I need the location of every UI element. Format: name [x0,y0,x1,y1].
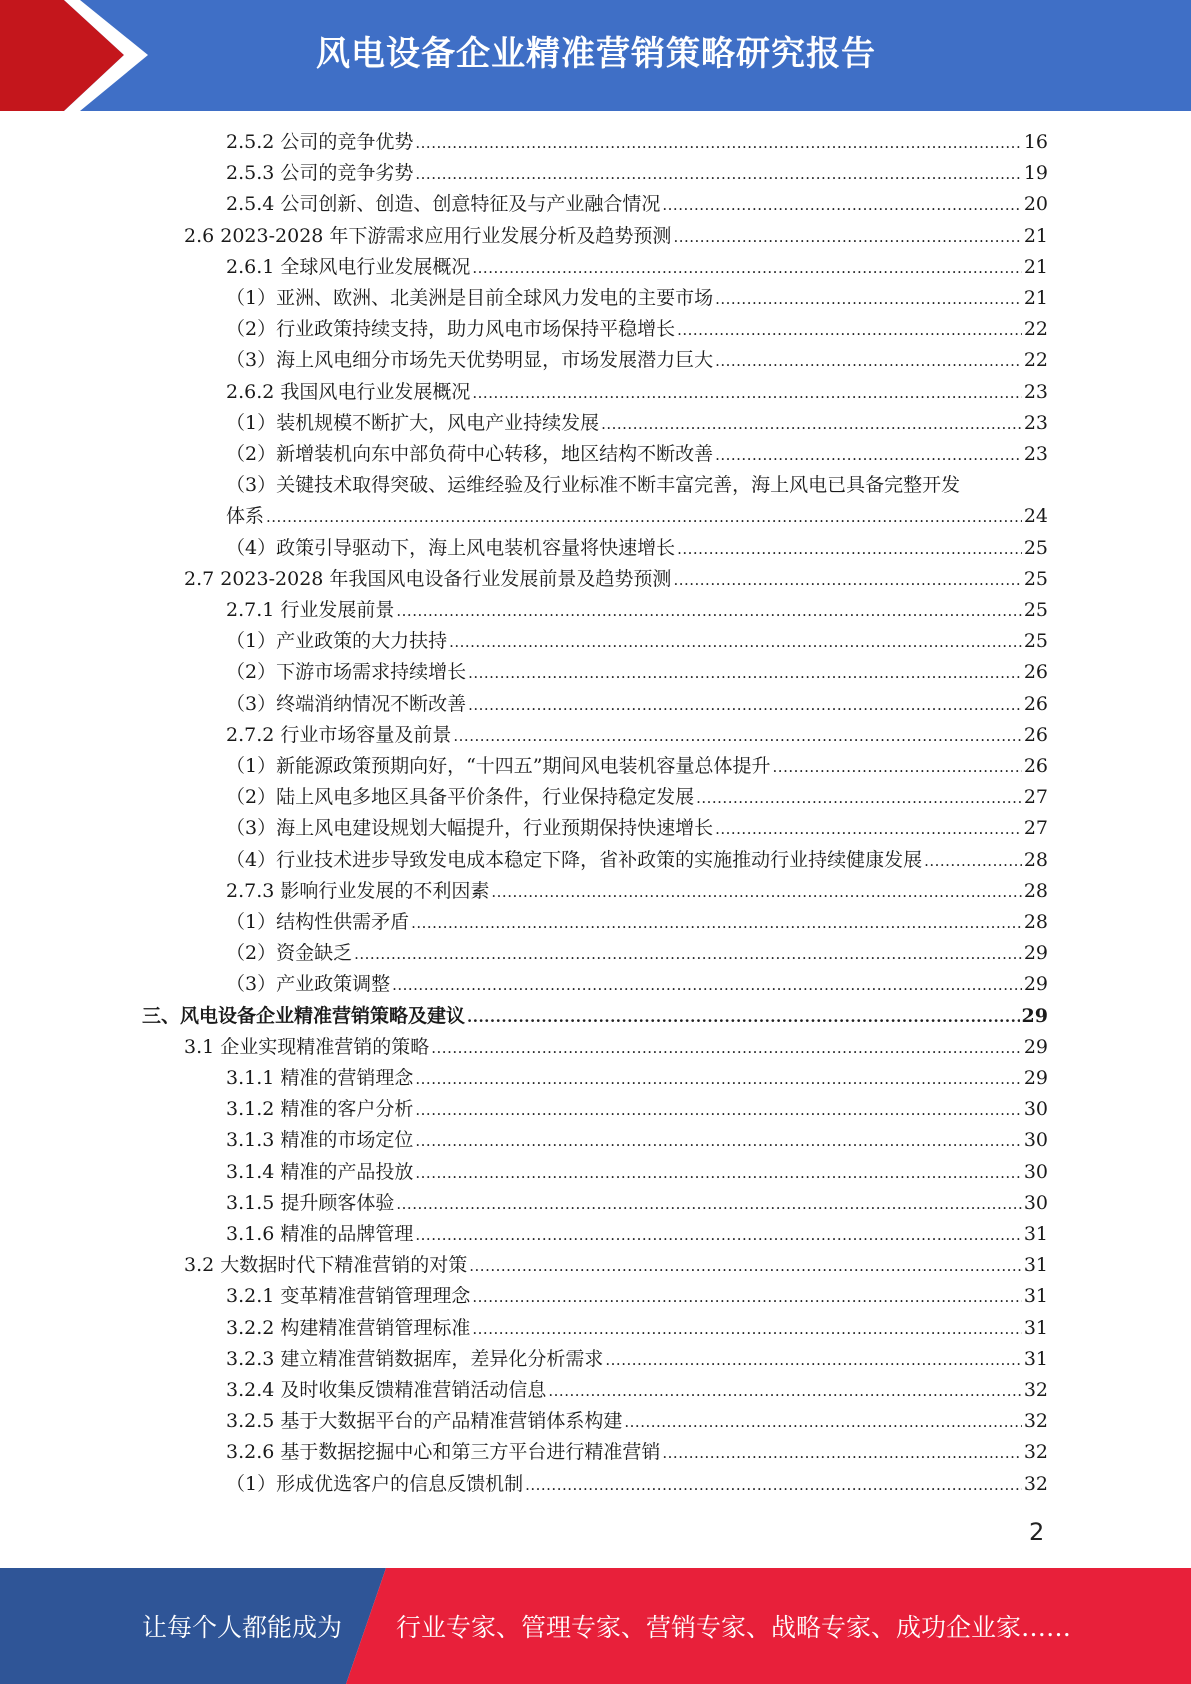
toc-entry-title: 3.1 企业实现精准营销的策略 [184,1036,430,1058]
toc-entry-page: 28 [1023,880,1048,902]
toc-dot-leader [396,1189,1021,1220]
toc-entry[interactable] [226,501,1048,532]
toc-entry-page: 24 [1023,505,1048,527]
toc-entry-page: 32 [1023,1473,1048,1495]
toc-entry[interactable] [226,1469,1048,1500]
toc-dot-leader [491,877,1021,908]
toc-entry-page: 26 [1023,693,1048,715]
toc-entry-page: 29 [1023,1036,1048,1058]
toc-entry-title: （2）资金缺乏 [226,942,353,964]
toc-entry-page: 28 [1023,849,1048,871]
toc-entry[interactable] [226,283,1048,314]
toc-entry-page: 23 [1023,443,1048,465]
toc-entry[interactable] [226,876,1048,907]
toc-entry-page: 31 [1023,1254,1048,1276]
toc-dot-leader [411,908,1022,939]
toc-entry-title: （2）陆上风电多地区具备平价条件，行业保持稳定发展 [226,786,695,808]
toc-entry-title: 2.7 2023-2028 年我国风电设备行业发展前景及趋势预测 [184,568,672,590]
toc-entry-title: 2.6.1 全球风电行业发展概况 [226,256,471,278]
toc-entry-title: 3.1.3 精准的市场定位 [226,1129,414,1151]
toc-entry-title: （2）新增装机向东中部负荷中心转移，地区结构不断改善 [226,443,714,465]
toc-entry-title: 3.1.2 精准的客户分析 [226,1098,414,1120]
toc-entry[interactable] [226,782,1048,813]
toc-entry[interactable] [184,1250,1048,1281]
toc-entry-page: 29 [1021,1005,1048,1027]
toc-entry-title: 2.7.1 行业发展前景 [226,599,395,621]
toc-entry-title: 3.2.1 变革精准营销管理理念 [226,1285,471,1307]
page-footer [0,1568,1191,1684]
toc-entry-title: （3）关键技术取得突破、运维经验及行业标准不断丰富完善，海上风电已具备完整开发 [226,474,961,496]
toc-entry[interactable] [226,1406,1048,1437]
toc-entry-page: 31 [1023,1348,1048,1370]
toc-entry-page: 29 [1023,1067,1048,1089]
toc-entry-page: 29 [1023,942,1048,964]
toc-entry-page: 26 [1023,755,1048,777]
toc-entry[interactable] [226,470,1048,501]
toc-entry[interactable] [226,377,1048,408]
toc-dot-leader [468,690,1022,721]
toc-dot-leader [715,814,1022,845]
toc-entry[interactable] [226,1188,1048,1219]
toc-dot-leader [453,721,1021,752]
toc-entry-title: （1）装机规模不断扩大，风电产业持续发展 [226,412,600,434]
toc-dot-leader [773,752,1022,783]
toc-entry-page: 28 [1023,911,1048,933]
toc-entry-page: 21 [1023,287,1048,309]
toc-entry-page: 19 [1023,162,1048,184]
toc-entry-page: 31 [1023,1285,1048,1307]
toc-entry[interactable] [226,1219,1048,1250]
toc-entry-title: （3）海上风电细分市场先天优势明显，市场发展潜力巨大 [226,349,714,371]
toc-entry-title: （2）下游市场需求持续增长 [226,661,467,683]
toc-entry[interactable] [184,1032,1048,1063]
toc-entry-page: 32 [1023,1441,1048,1463]
toc-entry[interactable] [226,439,1048,470]
toc-entry-title: 3.2.3 建立精准营销数据库，差异化分析需求 [226,1348,604,1370]
toc-entry[interactable] [226,158,1048,189]
toc-entry[interactable] [226,813,1048,844]
toc-entry[interactable] [226,127,1048,158]
toc-entry[interactable] [226,1437,1048,1468]
toc-entry[interactable] [226,657,1048,688]
toc-entry[interactable] [226,907,1048,938]
toc-entry-page: 25 [1023,568,1048,590]
report-title: 风电设备企业精准营销策略研究报告 [316,34,876,74]
toc-entry-title: 3.2.5 基于大数据平台的产品精准营销体系构建 [226,1410,623,1432]
toc-dot-leader [677,315,1022,346]
toc-dot-leader [662,1438,1021,1469]
toc-entry-title: 2.5.3 公司的竞争劣势 [226,162,414,184]
toc-entry-title: 2.6 2023-2028 年下游需求应用行业发展分析及趋势预测 [184,225,672,247]
toc-entry[interactable] [226,314,1048,345]
toc-dot-leader [467,1002,1020,1033]
toc-entry[interactable] [226,626,1048,657]
toc-dot-leader [415,128,1021,159]
toc-entry[interactable] [226,689,1048,720]
toc-dot-leader [624,1407,1021,1438]
toc-entry-page: 27 [1023,786,1048,808]
toc-entry-page: 27 [1023,817,1048,839]
toc-dot-leader [392,970,1022,1001]
toc-dot-leader [696,783,1022,814]
toc-dot-leader [673,565,1021,596]
toc-entry[interactable] [226,1157,1048,1188]
toc-dot-leader [469,1251,1022,1282]
toc-entry[interactable] [226,845,1048,876]
toc-entry-title: 3.2.4 及时收集反馈精准营销活动信息 [226,1379,547,1401]
toc-entry-page: 21 [1023,225,1048,247]
toc-entry-title: （2）行业政策持续支持，助力风电市场保持平稳增长 [226,318,676,340]
toc-dot-leader [431,1033,1022,1064]
toc-entry-page: 25 [1023,630,1048,652]
toc-dot-leader [415,1095,1021,1126]
footer-slogan-left: 让每个人都能成为 [142,1613,343,1642]
toc-entry[interactable] [226,1281,1048,1312]
page-header [0,0,1191,111]
toc-dot-leader [472,253,1021,284]
toc-dot-leader [715,440,1022,471]
toc-dot-leader [525,1470,1022,1501]
toc-entry-page: 26 [1023,724,1048,746]
toc-dot-leader [472,1314,1021,1345]
toc-entry[interactable] [226,189,1048,220]
toc-entry-page: 26 [1023,661,1048,683]
toc-entry-title: （1）形成优选客户的信息反馈机制 [226,1473,524,1495]
toc-entry-page: 31 [1023,1317,1048,1339]
toc-entry-title: 3.1.4 精准的产品投放 [226,1161,414,1183]
toc-entry-title: （3）终端消纳情况不断改善 [226,693,467,715]
toc-entry[interactable] [226,969,1048,1000]
toc-entry-page: 23 [1023,381,1048,403]
toc-entry[interactable] [226,720,1048,751]
toc-entry[interactable] [226,1375,1048,1406]
toc-dot-leader [605,1345,1021,1376]
toc-entry[interactable] [226,1063,1048,1094]
toc-entry[interactable] [226,751,1048,782]
toc-entry-title: 2.6.2 我国风电行业发展概况 [226,381,471,403]
toc-entry-title: （4）行业技术进步导致发电成本稳定下降，省补政策的实施推动行业持续健康发展 [226,849,923,871]
toc-entry-title: 3.2 大数据时代下精准营销的对策 [184,1254,468,1276]
toc-entry-title: 3.2.6 基于数据挖掘中心和第三方平台进行精准营销 [226,1441,661,1463]
toc-dot-leader [601,409,1022,440]
toc-dot-leader [715,284,1022,315]
toc-dot-leader [354,939,1022,970]
toc-entry-title: （1）新能源政策预期向好，“十四五”期间风电装机容量总体提升 [226,755,771,777]
toc-entry-title: （4）政策引导驱动下，海上风电装机容量将快速增长 [226,537,676,559]
toc-dot-leader [415,1158,1021,1189]
toc-entry-page: 29 [1023,973,1048,995]
toc-entry-page: 31 [1023,1223,1048,1245]
toc-entry-title: 体系 [226,505,265,527]
toc-entry-title: 2.7.3 影响行业发展的不利因素 [226,880,490,902]
toc-entry-title: （3）产业政策调整 [226,973,391,995]
toc-entry[interactable] [184,221,1048,252]
toc-entry-title: （3）海上风电建设规划大幅提升，行业预期保持快速增长 [226,817,714,839]
toc-dot-leader [662,190,1021,221]
toc-dot-leader [449,627,1022,658]
toc-entry-page: 32 [1023,1379,1048,1401]
toc-dot-leader [472,1282,1021,1313]
toc-entry-title: 2.5.2 公司的竞争优势 [226,131,414,153]
toc-entry[interactable] [226,533,1048,564]
toc-entry-title: 2.7.2 行业市场容量及前景 [226,724,452,746]
toc-entry-page: 22 [1023,349,1048,371]
toc-entry[interactable] [226,252,1048,283]
toc-entry[interactable] [142,1001,1048,1032]
toc-dot-leader [415,159,1021,190]
toc-entry-page: 25 [1023,537,1048,559]
toc-entry-title: 2.5.4 公司创新、创造、创意特征及与产业融合情况 [226,193,661,215]
toc-dot-leader [415,1126,1021,1157]
toc-entry[interactable] [226,345,1048,376]
toc-entry-page: 32 [1023,1410,1048,1432]
toc-entry-title: （1）亚洲、欧洲、北美洲是目前全球风力发电的主要市场 [226,287,714,309]
toc-dot-leader [415,1220,1021,1251]
toc-entry-page: 30 [1023,1161,1048,1183]
toc-dot-leader [548,1376,1021,1407]
toc-entry[interactable] [226,1313,1048,1344]
toc-entry[interactable] [226,595,1048,626]
toc-entry[interactable] [226,1344,1048,1375]
toc-entry-page: 16 [1023,131,1048,153]
toc-entry-page: 22 [1023,318,1048,340]
toc-dot-leader [266,502,1022,533]
toc-entry-page: 23 [1023,412,1048,434]
toc-entry-title: 三、风电设备企业精准营销策略及建议 [142,1005,466,1027]
toc-entry-title: 3.1.1 精准的营销理念 [226,1067,414,1089]
toc-dot-leader [415,1064,1021,1095]
toc-entry-title: （1）结构性供需矛盾 [226,911,410,933]
toc-entry-title: 3.1.6 精准的品牌管理 [226,1223,414,1245]
toc-dot-leader [715,346,1022,377]
toc-dot-leader [396,596,1021,627]
toc-entry[interactable] [226,938,1048,969]
toc-entry-page: 30 [1023,1129,1048,1151]
toc-entry[interactable] [184,564,1048,595]
toc-dot-leader [677,534,1022,565]
toc-dot-leader [924,846,1022,877]
toc-entry[interactable] [226,1094,1048,1125]
toc-entry-page: 21 [1023,256,1048,278]
toc-entry-title: 3.1.5 提升顾客体验 [226,1192,395,1214]
toc-dot-leader [472,378,1021,409]
toc-entry-page: 30 [1023,1192,1048,1214]
toc-entry-page: 30 [1023,1098,1048,1120]
toc-entry-title: 3.2.2 构建精准营销管理标准 [226,1317,471,1339]
toc-entry[interactable] [226,408,1048,439]
toc-dot-leader [673,222,1021,253]
toc-dot-leader [468,658,1022,689]
toc-entry-page: 25 [1023,599,1048,621]
toc-entry-title: （1）产业政策的大力扶持 [226,630,448,652]
footer-slogan-right: 行业专家、管理专家、营销专家、战略专家、成功企业家…… [396,1613,1072,1642]
page-number: 2 [1029,1518,1045,1546]
toc-entry[interactable] [226,1125,1048,1156]
toc-entry-page: 20 [1023,193,1048,215]
